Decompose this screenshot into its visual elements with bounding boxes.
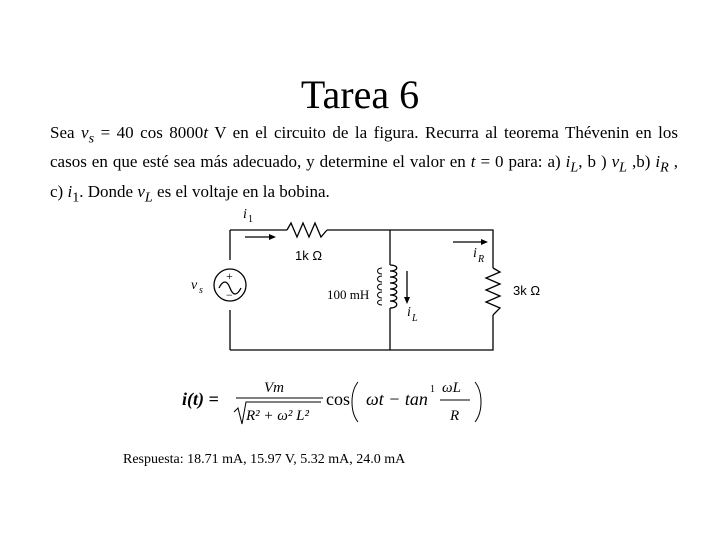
var-i: i — [67, 181, 73, 201]
formula-cos: cos — [326, 389, 350, 409]
var-sub: L — [619, 159, 628, 176]
paren-left — [352, 382, 358, 422]
answer-text: Respuesta: 18.71 mA, 15.97 V, 5.32 mA, 24.0 mA — [123, 452, 406, 467]
arrowhead-iR — [481, 239, 488, 245]
label-inductor: 100 mH — [327, 287, 370, 302]
resistor-1k — [287, 223, 327, 237]
var-i: i — [655, 152, 661, 172]
var-sub: s — [88, 130, 95, 147]
circuit-diagram — [170, 200, 570, 365]
problem-text: = 0 para: a) — [475, 152, 566, 172]
var-sub: R — [660, 159, 669, 176]
var-t: t — [203, 123, 209, 142]
label-iR-sub: R — [478, 254, 485, 265]
wire-top-right — [327, 230, 493, 268]
problem-text: , b ) — [578, 152, 612, 172]
problem-text: Sea — [50, 123, 82, 142]
resistor-3k — [486, 268, 500, 315]
label-vs: v — [191, 278, 198, 293]
formula-frac-den: R — [450, 408, 460, 424]
var-v: v — [137, 181, 145, 201]
label-iL-sub: L — [412, 313, 418, 324]
problem-text: . Donde — [79, 181, 138, 201]
problem-text: V en el circuito de la figura. Recurra al teorema Thévenin en los casos en que esté sea más adecuado, y determine el valor en — [50, 123, 679, 172]
formula-exponent: 1 — [430, 384, 435, 395]
label-i1-sub: 1 — [248, 214, 253, 225]
problem-statement — [50, 121, 678, 209]
problem-text: = 40 cos 8000 — [94, 123, 204, 142]
label-i1: i — [243, 207, 247, 222]
formula-frac-num: ωL — [442, 380, 461, 396]
arrowhead-iL — [404, 297, 410, 304]
inductor-coil-back — [378, 268, 383, 305]
source-minus-sign: − — [226, 288, 233, 302]
var-v: v — [81, 123, 89, 142]
source-plus-sign: + — [226, 269, 233, 283]
label-vs-sub: s — [199, 285, 203, 296]
formula-numerator: Vm — [264, 380, 284, 396]
var-sub: 1 — [72, 189, 80, 206]
var-sub: L — [570, 159, 579, 176]
inductor-coil — [390, 265, 397, 308]
problem-text: es el voltaje en la bobina. — [152, 181, 330, 201]
var-v: v — [611, 152, 620, 172]
current-formula — [178, 372, 488, 434]
paren-right — [475, 382, 481, 422]
formula-denominator: R² + ω² L² — [246, 408, 309, 424]
label-iL: i — [407, 305, 411, 320]
formula-arg: ωt − tan — [366, 389, 428, 409]
label-iR: i — [473, 246, 477, 261]
label-r1: 1k Ω — [295, 248, 323, 263]
page-title: Tarea 6 — [300, 72, 420, 117]
label-r2: 3k Ω — [513, 283, 541, 298]
var-t: t — [470, 152, 476, 172]
wire-bottom — [230, 315, 493, 350]
problem-text: , c) — [50, 152, 678, 201]
var-sub: L — [144, 189, 153, 206]
problem-text: ,b) — [627, 152, 656, 172]
arrowhead-i1 — [269, 234, 276, 240]
var-i: i — [565, 152, 571, 172]
formula-lhs: i(t) = — [182, 389, 219, 409]
